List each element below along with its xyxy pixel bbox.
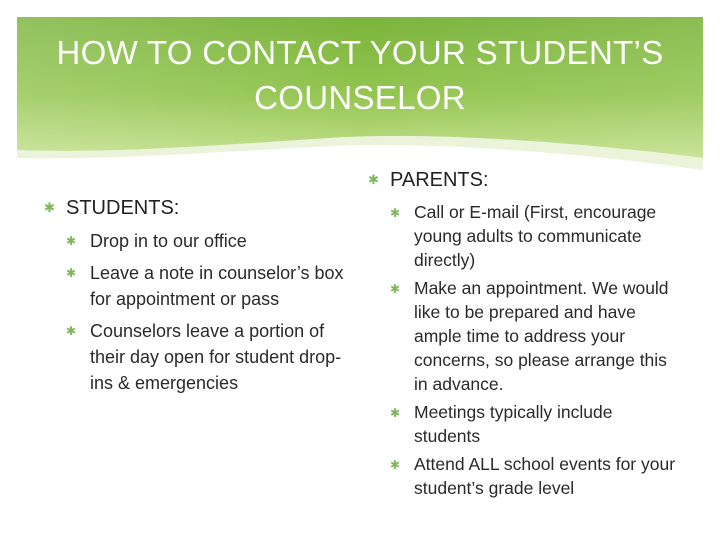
students-heading <box>44 196 354 220</box>
asterisk-icon: ✱ <box>390 282 401 296</box>
list-item-text: Make an appointment. We would like to be prepared and have ample time to address your concerns, so please arrange this in advance. <box>414 278 669 394</box>
parents-list <box>368 200 678 500</box>
asterisk-icon: ✱ <box>390 206 401 220</box>
list-item <box>66 260 354 312</box>
asterisk-icon: ✱ <box>66 266 77 280</box>
asterisk-icon: ✱ <box>368 172 379 187</box>
list-item-text: Call or E-mail (First, encourage young adults to communicate directly) <box>414 202 657 270</box>
list-item <box>66 318 354 396</box>
list-item <box>390 400 678 448</box>
asterisk-icon: ✱ <box>44 200 55 215</box>
list-item-text: Drop in to our office <box>90 231 247 251</box>
slide-title: HOW TO CONTACT YOUR STUDENT’S COUNSELOR <box>56 34 664 116</box>
parents-heading <box>368 168 678 192</box>
asterisk-icon: ✱ <box>390 458 401 472</box>
list-item-text: Counselors leave a portion of their day open for student drop-ins & emergencies <box>90 321 342 393</box>
list-item <box>390 452 678 500</box>
asterisk-icon: ✱ <box>66 234 77 248</box>
students-list <box>44 228 354 396</box>
parents-heading-label: PARENTS: <box>390 169 489 191</box>
list-item-text: Meetings typically include students <box>414 402 613 446</box>
students-section <box>44 196 354 402</box>
list-item <box>390 276 678 396</box>
parents-section <box>368 168 678 504</box>
asterisk-icon: ✱ <box>66 324 77 338</box>
list-item <box>390 200 678 272</box>
list-item-text: Leave a note in counselor’s box for appointment or pass <box>90 263 344 309</box>
list-item-text: Attend ALL school events for your student’s grade level <box>414 454 676 498</box>
students-heading-label: STUDENTS: <box>66 197 180 219</box>
asterisk-icon: ✱ <box>390 406 401 420</box>
list-item <box>66 228 354 254</box>
